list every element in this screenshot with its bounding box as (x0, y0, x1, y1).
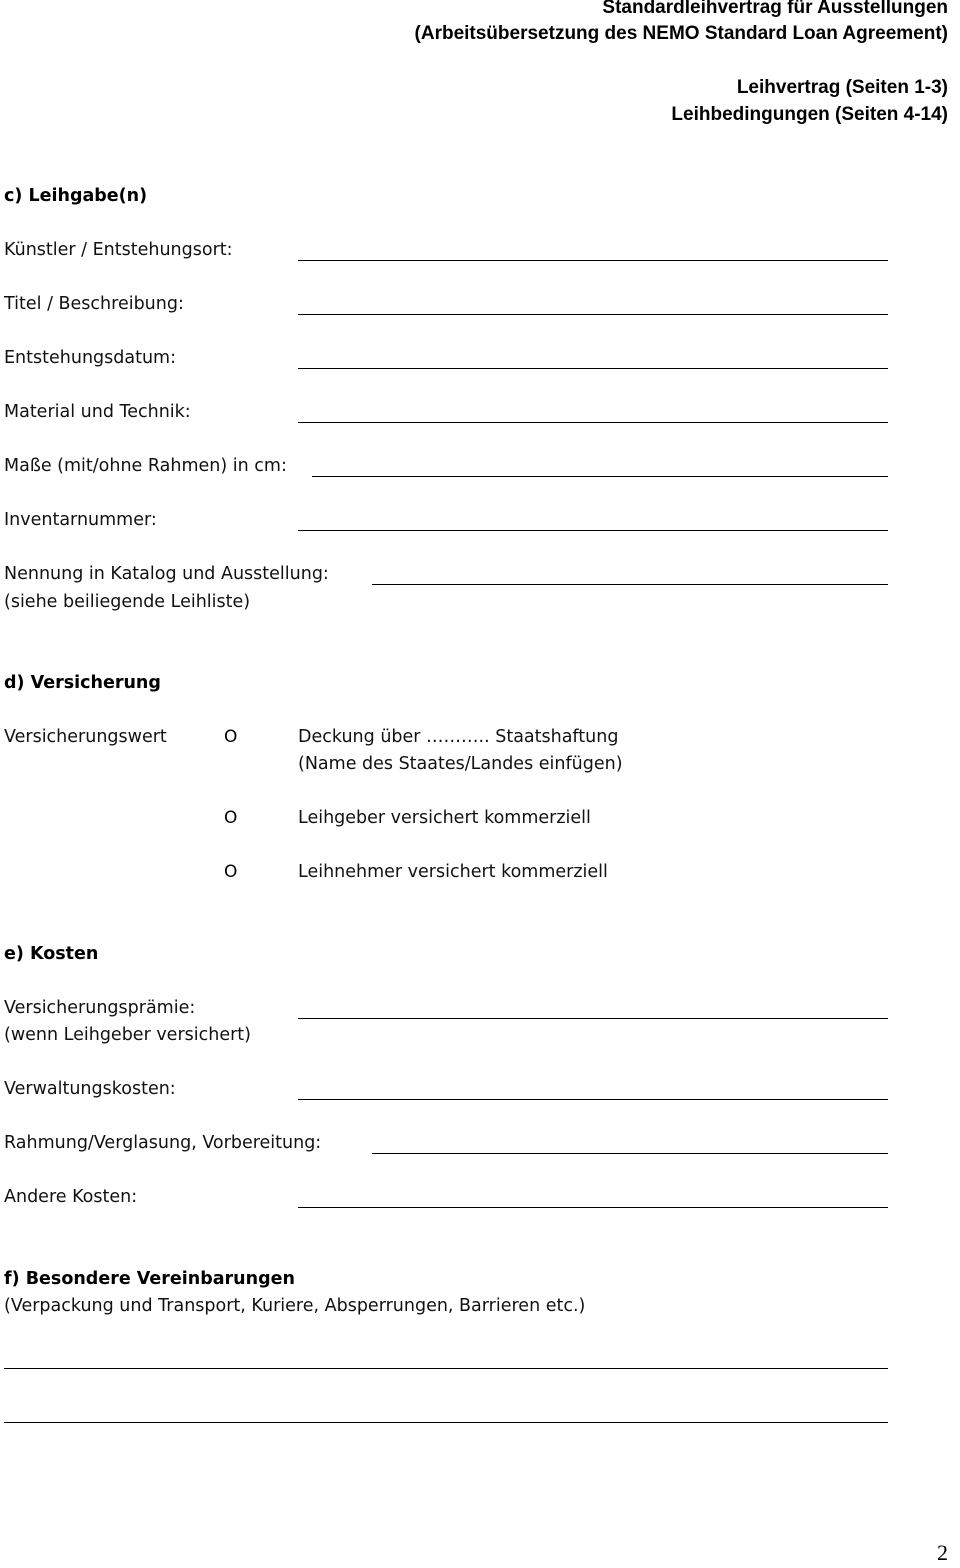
catalog-note: (siehe beiliegende Leihliste) (4, 592, 251, 612)
lender-insures-radio[interactable]: O (224, 808, 238, 828)
other-costs-field[interactable] (298, 1207, 888, 1208)
special-agreements-line-2[interactable] (4, 1422, 888, 1423)
admin-costs-field[interactable] (298, 1099, 888, 1100)
artist-label: Künstler / Entstehungsort: (4, 240, 233, 260)
conditions-pages: Leihbedingungen (Seiten 4-14) (671, 104, 948, 125)
premium-field[interactable] (298, 1018, 888, 1019)
admin-costs-label: Verwaltungskosten: (4, 1079, 176, 1099)
catalog-field[interactable] (372, 584, 888, 585)
premium-note: (wenn Leihgeber versichert) (4, 1025, 251, 1045)
material-field[interactable] (298, 422, 888, 423)
section-e-heading: e) Kosten (4, 944, 99, 964)
state-indemnity-note: (Name des Staates/Landes einfügen) (298, 754, 623, 774)
state-indemnity-radio[interactable]: O (224, 727, 238, 747)
catalog-label: Nennung in Katalog und Ausstellung: (4, 564, 329, 584)
framing-field[interactable] (372, 1153, 888, 1154)
page-number: 2 (937, 1540, 948, 1565)
contract-pages: Leihvertrag (Seiten 1-3) (736, 77, 948, 98)
creation-date-label: Entstehungsdatum: (4, 348, 176, 368)
premium-label: Versicherungsprämie: (4, 998, 196, 1018)
dimensions-label: Maße (mit/ohne Rahmen) in cm: (4, 456, 287, 476)
special-agreements-note: (Verpackung und Transport, Kuriere, Absperrungen, Barrieren etc.) (4, 1296, 586, 1316)
document-title: Standardleihvertrag für Ausstellungen (602, 0, 948, 18)
creation-date-field[interactable] (298, 368, 888, 369)
borrower-insures-radio[interactable]: O (224, 862, 238, 882)
title-field[interactable] (298, 314, 888, 315)
insurance-value-label: Versicherungswert (4, 727, 167, 747)
material-label: Material und Technik: (4, 402, 191, 422)
title-label: Titel / Beschreibung: (4, 294, 184, 314)
section-f-heading: f) Besondere Vereinbarungen (4, 1269, 295, 1289)
section-c-heading: c) Leihgabe(n) (4, 186, 148, 206)
framing-label: Rahmung/Verglasung, Vorbereitung: (4, 1133, 322, 1153)
borrower-insures-option: Leihnehmer versichert kommerziell (298, 862, 608, 882)
dimensions-field[interactable] (312, 476, 888, 477)
artist-field[interactable] (298, 260, 888, 261)
special-agreements-line-1[interactable] (4, 1368, 888, 1369)
other-costs-label: Andere Kosten: (4, 1187, 138, 1207)
state-indemnity-option: Deckung über ……….. Staatshaftung (298, 727, 619, 747)
inventory-label: Inventarnummer: (4, 510, 157, 530)
inventory-field[interactable] (298, 530, 888, 531)
section-d-heading: d) Versicherung (4, 673, 161, 693)
document-subtitle: (Arbeitsübersetzung des NEMO Standard Loan Agreement) (414, 23, 948, 44)
lender-insures-option: Leihgeber versichert kommerziell (298, 808, 591, 828)
